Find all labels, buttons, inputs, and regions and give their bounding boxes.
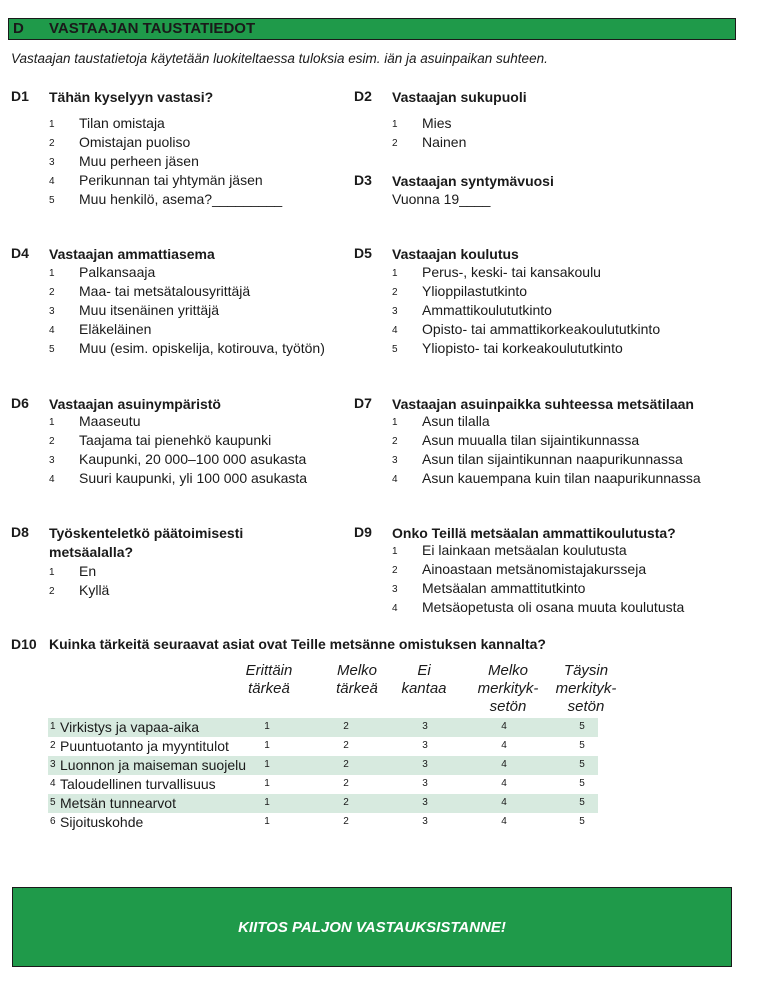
option-4[interactable]: 4 Suuri kaupunki, yli 100 000 asukasta [49, 470, 308, 486]
importance-grid [48, 718, 598, 832]
option-2[interactable]: 2 Nainen [392, 134, 467, 150]
table-row: 4 Taloudellinen turvallisuus 1 2 3 4 5 [48, 775, 598, 794]
rating-1[interactable]: 1 [264, 759, 270, 770]
option-3[interactable]: 3 Muu itsenäinen yrittäjä [49, 302, 220, 318]
option-3[interactable]: 3 Muu perheen jäsen [49, 153, 199, 169]
option-2[interactable]: 2 Omistajan puoliso [49, 134, 191, 150]
option-2[interactable]: 2 Taajama tai pienehkö kaupunki [49, 432, 272, 448]
row-label: Metsän tunnearvot [60, 795, 176, 811]
question-number: D6 [11, 395, 29, 411]
question-text: Vastaajan ammattiasema [49, 246, 215, 262]
scale-label-2: Melko tärkeä [336, 662, 378, 697]
rating-5[interactable]: 5 [579, 778, 585, 789]
option-2[interactable]: 2 Asun muualla tilan sijaintikunnassa [392, 432, 640, 448]
rating-1[interactable]: 1 [264, 797, 270, 808]
rating-5[interactable]: 5 [579, 816, 585, 827]
rating-1[interactable]: 1 [264, 816, 270, 827]
option-3[interactable]: 3 Asun tilan sijaintikunnan naapurikunnassa [392, 451, 683, 467]
rating-1[interactable]: 1 [264, 740, 270, 751]
question-text: Vastaajan syntymävuosi [392, 173, 554, 189]
intro-text: Vastaajan taustatietoja käytetään luokiteltaessa tuloksia esim. iän ja asuinpaikan suhteen. [11, 51, 548, 66]
question-number: D5 [354, 245, 372, 261]
thank-you-banner [12, 887, 732, 967]
rating-2[interactable]: 2 [343, 740, 349, 751]
option-2[interactable]: 2 Ainoastaan metsänomistajakursseja [392, 561, 647, 577]
question-text: Tähän kyselyyn vastasi? [49, 89, 214, 105]
option-5[interactable]: 5 Muu (esim. opiskelija, kotirouva, työtön) [49, 340, 325, 356]
option-5[interactable]: 5 Muu henkilö, asema?_________ [49, 191, 283, 207]
rating-2[interactable]: 2 [343, 778, 349, 789]
option-2[interactable]: 2 Kyllä [49, 582, 110, 598]
row-label: Puuntuotanto ja myyntitulot [60, 738, 229, 754]
question-text: Vastaajan asuinpaikka suhteessa metsätilaan [392, 396, 694, 412]
rating-5[interactable]: 5 [579, 740, 585, 751]
option-1[interactable]: 1 Perus-, keski- tai kansakoulu [392, 264, 601, 280]
option-1[interactable]: 1 Palkansaaja [49, 264, 156, 280]
table-row: 3 Luonnon ja maiseman suojelu 1 2 3 4 5 [48, 756, 598, 775]
row-label: Sijoituskohde [60, 814, 144, 830]
rating-3[interactable]: 3 [422, 797, 428, 808]
rating-4[interactable]: 4 [501, 759, 507, 770]
rating-4[interactable]: 4 [501, 797, 507, 808]
rating-2[interactable]: 2 [343, 759, 349, 770]
rating-4[interactable]: 4 [501, 740, 507, 751]
option-3[interactable]: 3 Ammattikoulututkinto [392, 302, 552, 318]
question-text-line2: metsäalalla? [49, 544, 134, 560]
option-1[interactable]: 1 Maaseutu [49, 413, 141, 429]
table-row: 6 Sijoituskohde 1 2 3 4 5 [48, 813, 598, 832]
question-text-line1: Työskenteletkö päätoimisesti [49, 525, 244, 541]
question-number: D2 [354, 88, 372, 104]
row-label: Virkistys ja vapaa-aika [60, 719, 200, 735]
question-text: Kuinka tärkeitä seuraavat asiat ovat Teille metsänne omistuksen kannalta? [49, 636, 546, 652]
option-1[interactable]: 1 Tilan omistaja [49, 115, 165, 131]
rating-2[interactable]: 2 [343, 797, 349, 808]
question-text: Onko Teillä metsäalan ammattikoulutusta? [392, 525, 676, 541]
question-number: D7 [354, 395, 372, 411]
table-row: 1 Virkistys ja vapaa-aika 1 2 3 4 5 [48, 718, 598, 737]
rating-5[interactable]: 5 [579, 721, 585, 732]
thank-you-text: KIITOS PALJON VASTAUKSISTANNE! [238, 918, 506, 936]
rating-3[interactable]: 3 [422, 759, 428, 770]
section-code: D [13, 20, 24, 37]
option-1[interactable]: 1 Ei lainkaan metsäalan koulutusta [392, 542, 627, 558]
option-2[interactable]: 2 Ylioppilastutkinto [392, 283, 528, 299]
scale-label-4: Melko merkityk- setön [477, 662, 539, 715]
option-4[interactable]: 4 Asun kauempana kuin tilan naapurikunnassa [392, 470, 701, 486]
scale-label-3: Ei kantaa [401, 662, 447, 697]
rating-5[interactable]: 5 [579, 759, 585, 770]
question-number: D4 [11, 245, 29, 261]
table-row: 5 Metsän tunnearvot 1 2 3 4 5 [48, 794, 598, 813]
question-number: D3 [354, 172, 372, 188]
option-4[interactable]: 4 Opisto- tai ammattikorkeakoulututkinto [392, 321, 661, 337]
option-1[interactable]: 1 En [49, 563, 97, 579]
scale-label-1: Erittäin tärkeä [245, 662, 293, 697]
rating-1[interactable]: 1 [264, 778, 270, 789]
rating-3[interactable]: 3 [422, 816, 428, 827]
rating-1[interactable]: 1 [264, 721, 270, 732]
rating-4[interactable]: 4 [501, 721, 507, 732]
question-number: D10 [11, 636, 37, 652]
question-number: D1 [11, 88, 29, 104]
option-1[interactable]: 1 Asun tilalla [392, 413, 490, 429]
option-5[interactable]: 5 Yliopisto- tai korkeakoulututkinto [392, 340, 623, 356]
question-number: D8 [11, 524, 29, 540]
scale-label-5: Täysin merkityk- setön [555, 662, 617, 715]
option-1[interactable]: 1 Mies [392, 115, 452, 131]
question-text: Vastaajan asuinympäristö [49, 396, 221, 412]
question-number: D9 [354, 524, 372, 540]
rating-2[interactable]: 2 [343, 721, 349, 732]
birth-year-field[interactable]: Vuonna 19____ [392, 191, 491, 207]
rating-4[interactable]: 4 [501, 778, 507, 789]
rating-2[interactable]: 2 [343, 816, 349, 827]
option-4[interactable]: 4 Metsäopetusta oli osana muuta koulutusta [392, 599, 685, 615]
option-4[interactable]: 4 Eläkeläinen [49, 321, 152, 337]
option-2[interactable]: 2 Maa- tai metsätalousyrittäjä [49, 283, 251, 299]
rating-3[interactable]: 3 [422, 740, 428, 751]
question-text: Vastaajan sukupuoli [392, 89, 527, 105]
option-4[interactable]: 4 Perikunnan tai yhtymän jäsen [49, 172, 263, 188]
rating-5[interactable]: 5 [579, 797, 585, 808]
option-3[interactable]: 3 Kaupunki, 20 000–100 000 asukasta [49, 451, 307, 467]
rating-4[interactable]: 4 [501, 816, 507, 827]
option-3[interactable]: 3 Metsäalan ammattitutkinto [392, 580, 586, 596]
rating-3[interactable]: 3 [422, 721, 428, 732]
section-header [8, 18, 736, 40]
rating-3[interactable]: 3 [422, 778, 428, 789]
row-label: Luonnon ja maiseman suojelu [60, 757, 247, 773]
question-text: Vastaajan koulutus [392, 246, 519, 262]
table-row: 2 Puuntuotanto ja myyntitulot 1 2 3 4 5 [48, 737, 598, 756]
row-label: Taloudellinen turvallisuus [60, 776, 216, 792]
section-title: VASTAAJAN TAUSTATIEDOT [49, 20, 256, 37]
